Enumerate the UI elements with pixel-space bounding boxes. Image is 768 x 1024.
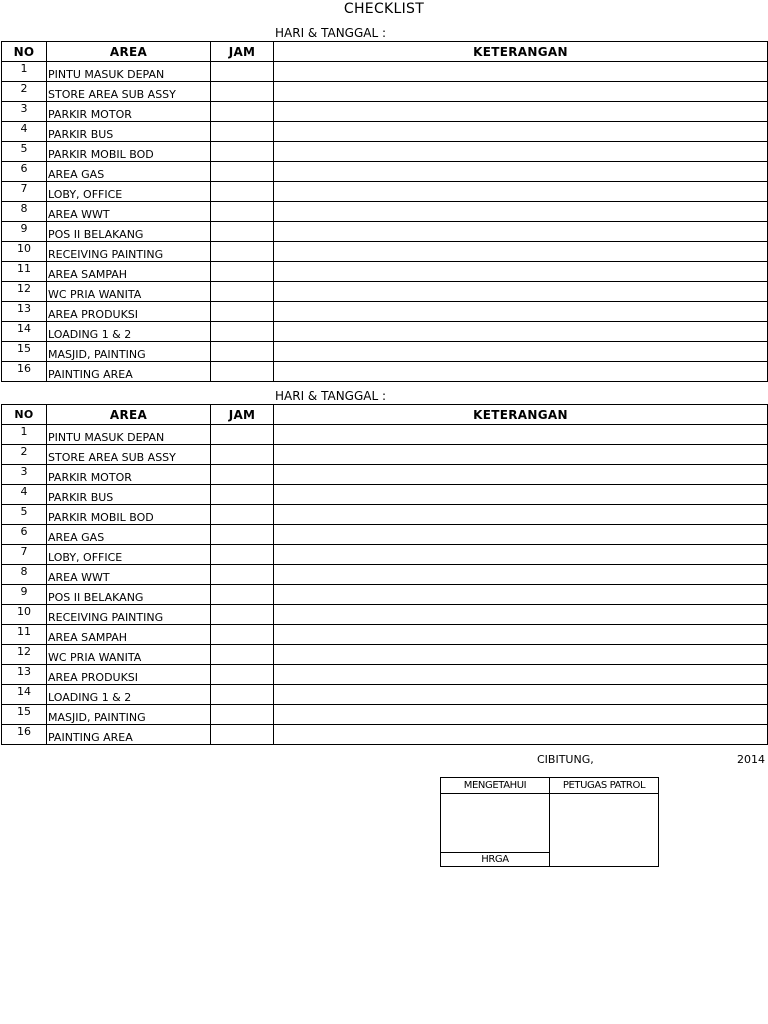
row-no: 11 <box>2 625 47 645</box>
row-keterangan <box>274 445 768 465</box>
row-area: WC PRIA WANITA <box>47 645 211 665</box>
row-no: 2 <box>2 82 47 102</box>
row-area: PARKIR MOBIL BOD <box>47 505 211 525</box>
row-keterangan <box>274 222 768 242</box>
table-header-row <box>2 405 768 425</box>
row-no: 16 <box>2 362 47 382</box>
row-no: 9 <box>2 585 47 605</box>
row-keterangan <box>274 685 768 705</box>
table-row <box>2 665 768 685</box>
row-keterangan <box>274 322 768 342</box>
row-area: AREA PRODUKSI <box>47 665 211 685</box>
row-no: 14 <box>2 685 47 705</box>
table-row <box>2 565 768 585</box>
row-jam <box>211 362 274 382</box>
table-row <box>2 122 768 142</box>
row-no: 8 <box>2 202 47 222</box>
row-keterangan <box>274 362 768 382</box>
row-area: RECEIVING PAINTING <box>47 242 211 262</box>
row-keterangan <box>274 725 768 745</box>
row-no: 13 <box>2 302 47 322</box>
row-area: AREA GAS <box>47 525 211 545</box>
table-row <box>2 625 768 645</box>
row-no: 13 <box>2 665 47 685</box>
header-jam: JAM <box>211 42 274 62</box>
page-title: CHECKLIST <box>343 1 425 17</box>
row-keterangan <box>274 645 768 665</box>
table-row <box>2 222 768 242</box>
row-jam <box>211 62 274 82</box>
footer-location: CIBITUNG, <box>537 753 594 766</box>
row-no: 10 <box>2 242 47 262</box>
row-jam <box>211 665 274 685</box>
row-no: 5 <box>2 505 47 525</box>
header-area: AREA <box>47 405 211 425</box>
row-jam <box>211 102 274 122</box>
row-jam <box>211 182 274 202</box>
row-keterangan <box>274 62 768 82</box>
row-keterangan <box>274 82 768 102</box>
row-keterangan <box>274 122 768 142</box>
row-no: 3 <box>2 465 47 485</box>
row-jam <box>211 142 274 162</box>
table-row <box>2 545 768 565</box>
row-area: PARKIR BUS <box>47 122 211 142</box>
row-jam <box>211 605 274 625</box>
row-jam <box>211 505 274 525</box>
row-keterangan <box>274 342 768 362</box>
row-area: MASJID, PAINTING <box>47 705 211 725</box>
row-jam <box>211 685 274 705</box>
row-area: POS II BELAKANG <box>47 585 211 605</box>
row-keterangan <box>274 182 768 202</box>
table-row <box>2 725 768 745</box>
row-keterangan <box>274 505 768 525</box>
table-row <box>2 262 768 282</box>
row-keterangan <box>274 705 768 725</box>
row-no: 6 <box>2 162 47 182</box>
row-area: STORE AREA SUB ASSY <box>47 445 211 465</box>
table-row <box>2 82 768 102</box>
row-jam <box>211 585 274 605</box>
row-keterangan <box>274 142 768 162</box>
row-jam <box>211 425 274 445</box>
header-jam: JAM <box>211 405 274 425</box>
table-row <box>2 465 768 485</box>
row-no: 9 <box>2 222 47 242</box>
row-keterangan <box>274 485 768 505</box>
table-row <box>2 425 768 445</box>
row-jam <box>211 545 274 565</box>
row-area: AREA GAS <box>47 162 211 182</box>
row-area: LOADING 1 & 2 <box>47 322 211 342</box>
table-row <box>2 605 768 625</box>
row-area: PINTU MASUK DEPAN <box>47 425 211 445</box>
row-jam <box>211 705 274 725</box>
row-keterangan <box>274 465 768 485</box>
row-area: PARKIR BUS <box>47 485 211 505</box>
row-keterangan <box>274 625 768 645</box>
row-no: 4 <box>2 122 47 142</box>
header-keterangan: KETERANGAN <box>274 42 768 62</box>
row-no: 1 <box>2 425 47 445</box>
row-jam <box>211 242 274 262</box>
row-area: PARKIR MOBIL BOD <box>47 142 211 162</box>
row-jam <box>211 342 274 362</box>
row-keterangan <box>274 102 768 122</box>
row-keterangan <box>274 302 768 322</box>
row-jam <box>211 282 274 302</box>
row-jam <box>211 725 274 745</box>
date-label-1: HARI & TANGGAL : <box>275 26 387 40</box>
table-row <box>2 685 768 705</box>
row-no: 7 <box>2 545 47 565</box>
row-keterangan <box>274 282 768 302</box>
row-jam <box>211 485 274 505</box>
table-row <box>2 62 768 82</box>
sign-petugas-box <box>550 794 659 867</box>
row-jam <box>211 445 274 465</box>
table-row <box>2 585 768 605</box>
table-row <box>2 182 768 202</box>
date-label-2: HARI & TANGGAL : <box>275 389 387 403</box>
row-keterangan <box>274 585 768 605</box>
checklist-table-2 <box>1 404 768 745</box>
row-no: 15 <box>2 705 47 725</box>
row-area: AREA WWT <box>47 565 211 585</box>
table-row <box>2 322 768 342</box>
table-row <box>2 485 768 505</box>
row-no: 11 <box>2 262 47 282</box>
row-area: AREA SAMPAH <box>47 262 211 282</box>
row-no: 15 <box>2 342 47 362</box>
table-row <box>2 302 768 322</box>
row-no: 8 <box>2 565 47 585</box>
row-area: LOADING 1 & 2 <box>47 685 211 705</box>
row-jam <box>211 82 274 102</box>
row-no: 5 <box>2 142 47 162</box>
sign-petugas-label: PETUGAS PATROL <box>550 778 659 794</box>
row-jam <box>211 645 274 665</box>
row-area: RECEIVING PAINTING <box>47 605 211 625</box>
row-jam <box>211 322 274 342</box>
table-row <box>2 505 768 525</box>
table-row <box>2 342 768 362</box>
table-header-row <box>2 42 768 62</box>
row-no: 7 <box>2 182 47 202</box>
row-no: 14 <box>2 322 47 342</box>
row-area: PAINTING AREA <box>47 725 211 745</box>
row-keterangan <box>274 242 768 262</box>
row-no: 12 <box>2 645 47 665</box>
row-jam <box>211 262 274 282</box>
table-row <box>2 142 768 162</box>
checklist-table-1 <box>1 41 768 382</box>
row-area: LOBY, OFFICE <box>47 182 211 202</box>
sign-hrga-label: HRGA <box>441 853 550 867</box>
table-row <box>2 242 768 262</box>
header-area: AREA <box>47 42 211 62</box>
table-row <box>2 202 768 222</box>
row-jam <box>211 222 274 242</box>
row-area: PINTU MASUK DEPAN <box>47 62 211 82</box>
row-jam <box>211 525 274 545</box>
row-jam <box>211 625 274 645</box>
table-row <box>2 282 768 302</box>
row-jam <box>211 122 274 142</box>
row-area: PARKIR MOTOR <box>47 102 211 122</box>
row-jam <box>211 465 274 485</box>
row-area: AREA SAMPAH <box>47 625 211 645</box>
row-keterangan <box>274 565 768 585</box>
row-keterangan <box>274 162 768 182</box>
row-jam <box>211 302 274 322</box>
table-row <box>2 362 768 382</box>
table-row <box>2 445 768 465</box>
row-jam <box>211 565 274 585</box>
row-keterangan <box>274 525 768 545</box>
sign-mengetahui-label: MENGETAHUI <box>441 778 550 794</box>
row-no: 16 <box>2 725 47 745</box>
row-area: LOBY, OFFICE <box>47 545 211 565</box>
footer-year: 2014 <box>737 753 765 766</box>
row-area: PARKIR MOTOR <box>47 465 211 485</box>
row-area: AREA PRODUKSI <box>47 302 211 322</box>
row-no: 12 <box>2 282 47 302</box>
header-no: NO <box>2 405 47 425</box>
row-keterangan <box>274 665 768 685</box>
row-keterangan <box>274 262 768 282</box>
row-area: POS II BELAKANG <box>47 222 211 242</box>
row-keterangan <box>274 605 768 625</box>
table-row <box>2 525 768 545</box>
row-jam <box>211 202 274 222</box>
row-no: 1 <box>2 62 47 82</box>
table-row <box>2 102 768 122</box>
table-row <box>2 645 768 665</box>
row-no: 4 <box>2 485 47 505</box>
row-keterangan <box>274 425 768 445</box>
row-keterangan <box>274 545 768 565</box>
row-no: 3 <box>2 102 47 122</box>
row-area: PAINTING AREA <box>47 362 211 382</box>
row-no: 10 <box>2 605 47 625</box>
row-no: 6 <box>2 525 47 545</box>
row-keterangan <box>274 202 768 222</box>
signature-table <box>440 777 659 867</box>
table-row <box>2 162 768 182</box>
row-area: WC PRIA WANITA <box>47 282 211 302</box>
row-jam <box>211 162 274 182</box>
sign-mengetahui-box <box>441 794 550 853</box>
row-area: MASJID, PAINTING <box>47 342 211 362</box>
row-no: 2 <box>2 445 47 465</box>
table-row <box>2 705 768 725</box>
header-no: NO <box>2 42 47 62</box>
row-area: AREA WWT <box>47 202 211 222</box>
row-area: STORE AREA SUB ASSY <box>47 82 211 102</box>
header-keterangan: KETERANGAN <box>274 405 768 425</box>
